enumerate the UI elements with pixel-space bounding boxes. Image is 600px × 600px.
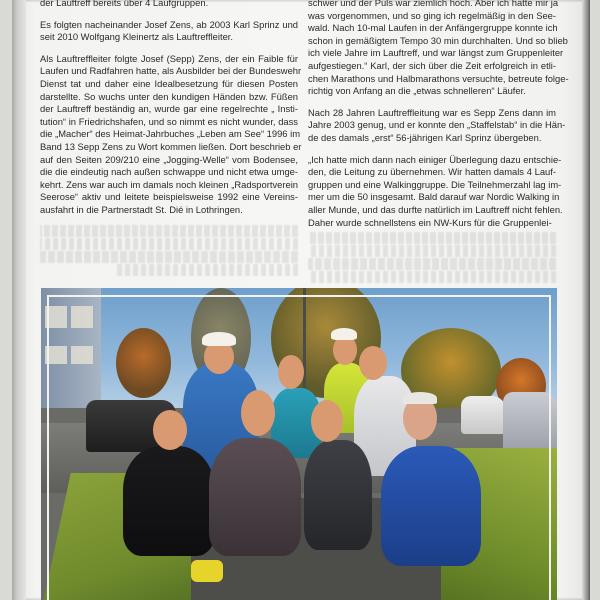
article-paragraph xyxy=(40,52,302,217)
article-line: Band 13 Sepp Zens zu Wort kommen ließen. Dort beschrieb er xyxy=(40,140,302,152)
article-paragraph xyxy=(308,0,569,98)
article-line: die „Macher“ des Heimat-Jahrbuches „Leben am See“ 1996 im xyxy=(40,128,301,140)
show-through-text-left xyxy=(40,225,298,276)
article-line: schwer und der Puls war ziemlich hoch. Aber ich hatte mir ja xyxy=(308,0,559,8)
article-line: der Lauftreff bereits über 4 Laufgruppen. xyxy=(40,0,209,8)
article-paragraph xyxy=(308,106,566,145)
article-column-left xyxy=(40,0,302,226)
article-line: was vorgenommen, und so ging ich regelmäßig in den See- xyxy=(308,9,556,21)
article-line: Es folgten nacheinander Josef Zens, ab 2003 Karl Sprinz und xyxy=(40,18,298,30)
article-paragraph xyxy=(40,0,298,10)
article-line: seit 2010 Wolfgang Kleinertz als Lauftreffleiter. xyxy=(40,31,233,43)
article-line: Laufen und Radfahren hatte, als Ausbilder bei der Bundeswehr xyxy=(40,65,302,77)
article-line: Als Lauftreffleiter folgte Josef (Sepp) Zens, der ein Faible für xyxy=(40,52,298,64)
article-line: de des damals „erst“ 56-jährigen Karl Sprinz übergeben. xyxy=(308,131,542,143)
photo-inner-frame xyxy=(47,295,551,600)
article-line: „Ich hatte mich dann nach einiger Überlegung dazu entschie- xyxy=(308,153,562,165)
article-line: richtig von Anfang an die „etwas schnelleren“ Läufer. xyxy=(308,85,526,97)
article-line: aufgestiegen.“ Karl, der sich über die Zeit erfolgreich in etli- xyxy=(308,59,556,71)
article-line: kehrt. Zens war auch im damals noch kleinen „Radsportverein xyxy=(40,178,298,190)
article-line: gruppen und eine Walkinggruppe. Die Teilnehmerzahl lag im- xyxy=(308,178,562,190)
article-line: auf den Seiten 209/210 eine „Jogging-Welle“ vom Bodensee, xyxy=(40,153,298,165)
group-photo xyxy=(41,288,557,600)
page-edge-shadow xyxy=(582,0,590,600)
article-line: ich viele Jahre im Lauftreff, und war längst zum Gruppenleiter xyxy=(308,47,564,59)
article-line: schon in gemäßigtem Tempo 30 min durchhalten. Und so blieb xyxy=(308,34,568,46)
article-line: chen Marathons und Halbmarathons versuchte, betreute folge- xyxy=(308,72,569,84)
article-paragraph xyxy=(308,153,563,230)
page-binding-shadow xyxy=(12,0,26,600)
article-line: ausfahrt in die Partnerstadt St. Dié in Lothringen. xyxy=(40,203,243,215)
article-line: Nach 28 Jahren Lauftreffleitung war es Sepp Zens dann im xyxy=(308,106,556,118)
article-line: mer um die 50 insgesamt. Bald darauf war Nordic Walking in xyxy=(308,191,560,203)
article-line: der Lauftreff beständig an, wurde gar eine regelrechte „ Insti- xyxy=(40,103,298,115)
article-line: die die eindeutig nach außen schwappe und nicht etwa umge- xyxy=(40,166,298,178)
article-line: darstellte. So wuchs unter den kundigen Händen bzw. Füßen xyxy=(40,90,298,102)
article-paragraph xyxy=(40,19,298,44)
show-through-text-right xyxy=(308,232,556,283)
article-column-right xyxy=(308,0,569,238)
article-line: den, die Leitung zu übernehmen. Wir hatten damals 4 Lauf- xyxy=(308,166,556,178)
article-line: Seerose“ aktiv und leitete beispielsweise 1992 eine Vereins- xyxy=(40,191,298,203)
article-line: Jahre 2003 genug, und er konnte den „Staffelstab“ in die Hän- xyxy=(308,119,566,131)
article-line: wald. Nach 10-mal Laufen in der Anfängergruppe konnte ich xyxy=(308,22,558,34)
article-line: tution“ in Friedrichshafen, und so nimmt es nicht wunder, dass xyxy=(40,115,298,127)
article-line: Daher wurde schnellstens ein NW-Kurs für die Gruppenlei- xyxy=(308,216,552,228)
article-line: aller Munde, und das durfte natürlich im Lauftreff nicht fehlen. xyxy=(308,203,563,215)
article-line: Dienst tat und daher eine Idealbesetzung für diesen Posten xyxy=(40,77,298,89)
